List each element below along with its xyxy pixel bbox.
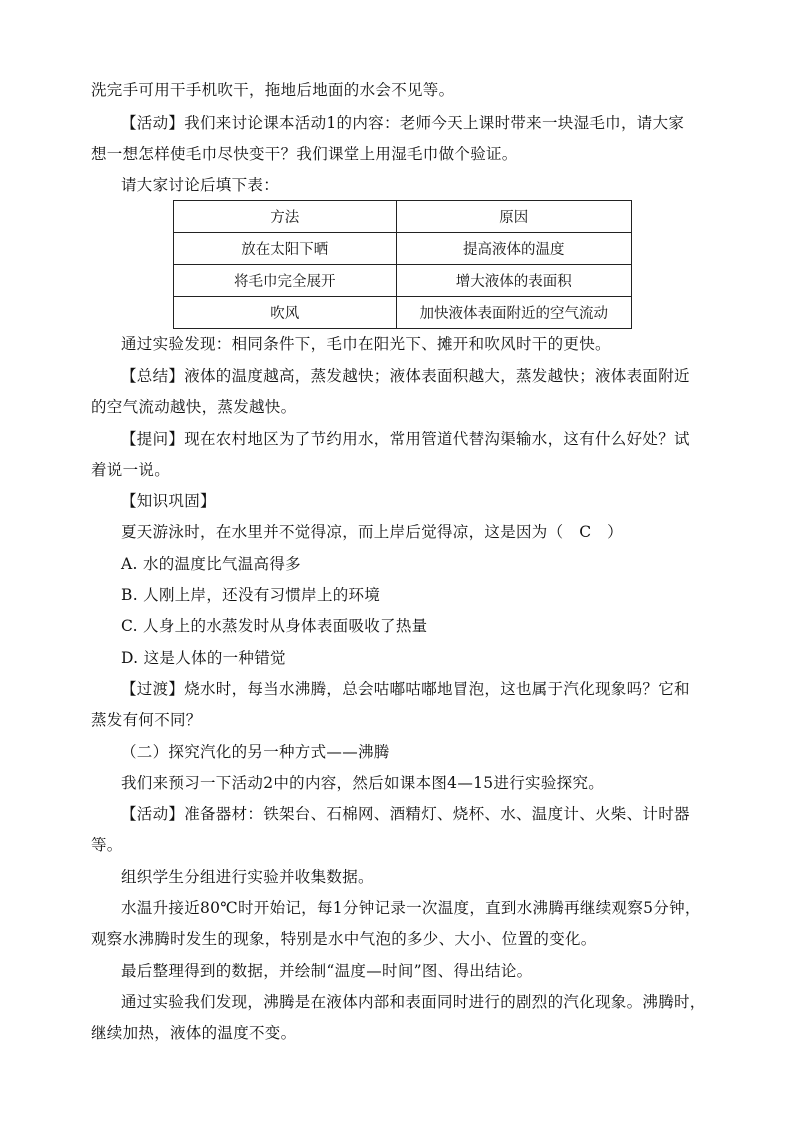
table-cell: 放在太阳下晒 bbox=[174, 233, 397, 265]
paragraph-line: 我们来预习一下活动2中的内容，然后如课本图4—15进行实验探究。 bbox=[121, 774, 605, 792]
table-cell: 吹风 bbox=[174, 297, 397, 329]
paragraph-line: 的空气流动越快，蒸发越快。 bbox=[91, 398, 297, 416]
paragraph-line: 观察水沸腾时发生的现象，特别是水中气泡的多少、大小、位置的变化。 bbox=[91, 930, 597, 948]
paragraph-line: 洗完手可用干手机吹干，拖地后地面的水会不见等。 bbox=[91, 81, 455, 99]
table-cell: 将毛巾完全展开 bbox=[174, 265, 397, 297]
paragraph-line: 组织学生分组进行实验并收集数据。 bbox=[121, 868, 374, 886]
table-cell: 加快液体表面附近的空气流动 bbox=[396, 297, 631, 329]
paragraph-line: 继续加热，液体的温度不变。 bbox=[91, 1024, 297, 1042]
paragraph-line: 着说一说。 bbox=[91, 461, 171, 479]
table-header-cell: 原因 bbox=[396, 201, 631, 233]
question-paragraph: 【提问】现在农村地区为了节约用水，常用管道代替沟渠输水，这有什么好处？试 bbox=[121, 430, 690, 448]
table-row bbox=[174, 233, 632, 265]
activity-paragraph: 【活动】我们来讨论课本活动1的内容：老师今天上课时带来一块湿毛巾，请大家 bbox=[121, 114, 685, 132]
table-row bbox=[174, 265, 632, 297]
paragraph-line: 想一想怎样使毛巾尽快变干？我们课堂上用湿毛巾做个验证。 bbox=[91, 145, 518, 163]
table-cell: 提高液体的温度 bbox=[396, 233, 631, 265]
transition-paragraph: 【过渡】烧水时，每当水沸腾，总会咕嘟咕嘟地冒泡，这也属于汽化现象吗？它和 bbox=[121, 680, 690, 698]
quiz-option-a: A. 水的温度比气温高得多 bbox=[121, 555, 301, 573]
table-header-row bbox=[174, 201, 632, 233]
section-heading: 【知识巩固】 bbox=[121, 492, 216, 510]
table-header-cell: 方法 bbox=[174, 201, 397, 233]
paragraph-line: 蒸发有何不同？ bbox=[91, 711, 202, 729]
quiz-option-b: B. 人刚上岸，还没有习惯岸上的环境 bbox=[121, 586, 381, 604]
subsection-heading: （二）探究汽化的另一种方式——沸腾 bbox=[121, 743, 390, 761]
conclusion-paragraph: 通过实验我们发现，沸腾是在液体内部和表面同时进行的剧烈的汽化现象。沸腾时， bbox=[121, 993, 706, 1011]
paragraph-line: 水温升接近80℃时开始记，每1分钟记录一次温度，直到水沸腾再继续观察5分钟， bbox=[121, 899, 701, 917]
quiz-option-c: C. 人身上的水蒸发时从身体表面吸收了热量 bbox=[121, 617, 428, 635]
quiz-question: 夏天游泳时，在水里并不觉得凉，而上岸后觉得凉，这是因为（ C ） bbox=[121, 523, 623, 541]
table-cell: 增大液体的表面积 bbox=[396, 265, 631, 297]
table-intro: 请大家讨论后填下表： bbox=[121, 176, 280, 194]
paragraph-line: 通过实验发现：相同条件下，毛巾在阳光下、摊开和吹风时干的更快。 bbox=[121, 335, 611, 353]
paragraph-line: 最后整理得到的数据，并绘制“温度—时间”图、得出结论。 bbox=[121, 962, 533, 980]
quiz-option-d: D. 这是人体的一种错觉 bbox=[121, 649, 286, 667]
paragraph-line: 等。 bbox=[91, 836, 123, 854]
activity-paragraph: 【活动】准备器材：铁架台、石棉网、酒精灯、烧杯、水、温度计、火柴、计时器 bbox=[121, 805, 690, 823]
methods-table bbox=[173, 200, 632, 329]
table-row bbox=[174, 297, 632, 329]
summary-paragraph: 【总结】液体的温度越高，蒸发越快；液体表面积越大，蒸发越快；液体表面附近 bbox=[121, 367, 690, 385]
